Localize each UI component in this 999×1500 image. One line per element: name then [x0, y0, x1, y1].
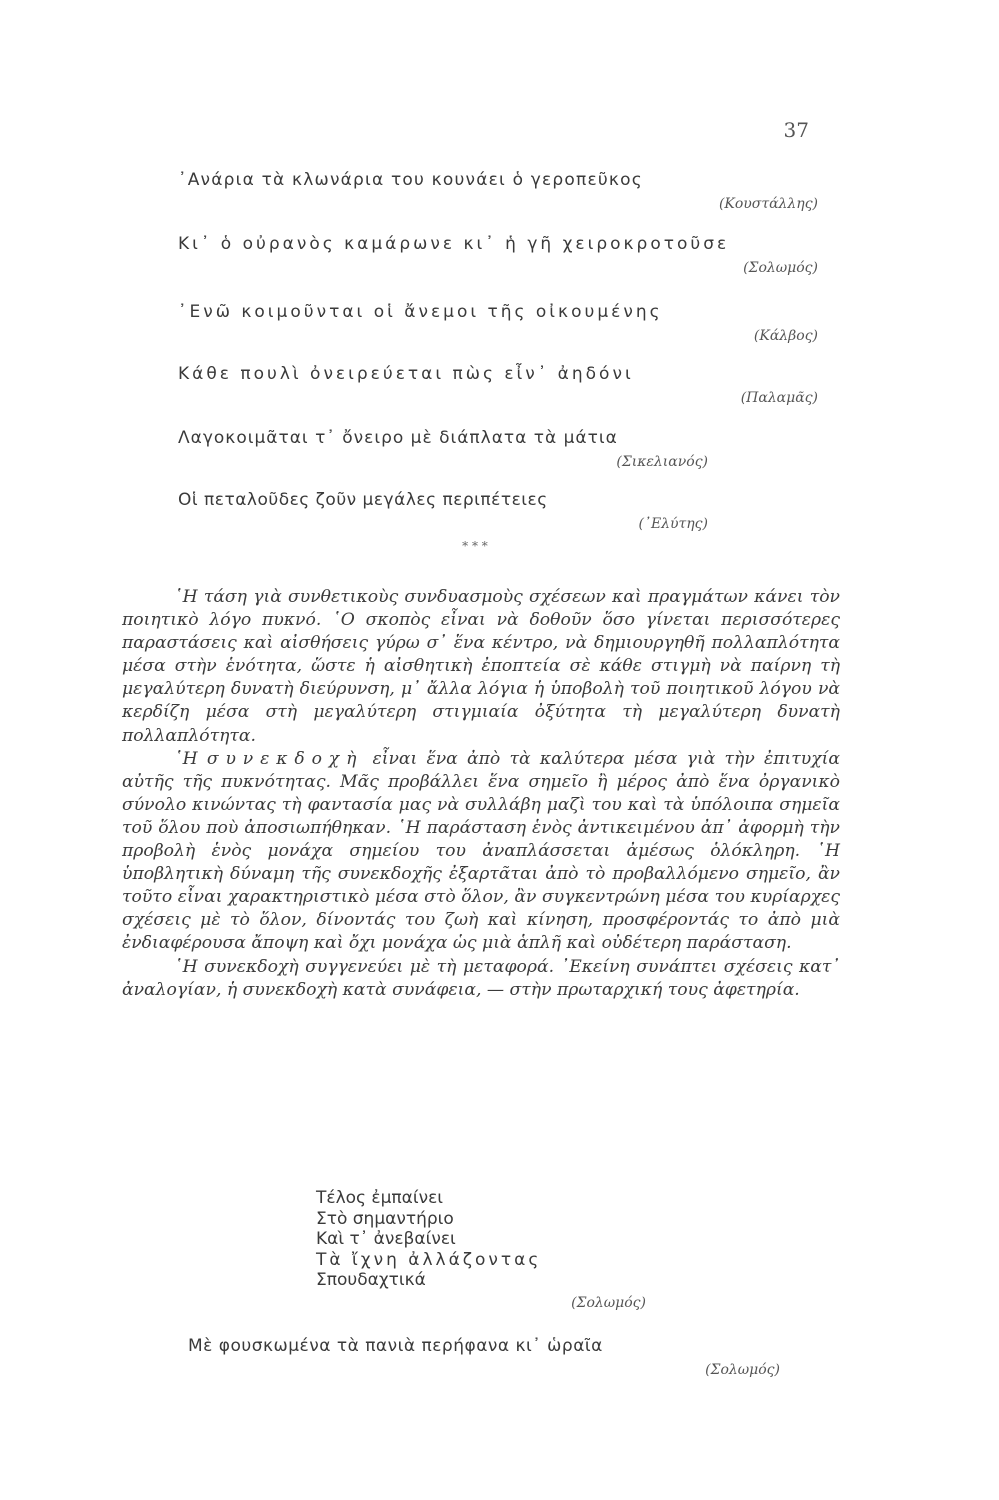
quote-line: Οἱ πεταλοῦδες ζοῦν μεγάλες περιπέτειες: [178, 490, 548, 510]
body-text: [122, 586, 840, 1002]
poem-line: Καὶ τ᾿ ἀνεβαίνει: [316, 1229, 456, 1249]
quote-block-5: [178, 428, 818, 470]
poem-line: Στὸ σημαντήριο: [316, 1208, 454, 1229]
emphasized-term: συνεκδοχὴ: [206, 748, 364, 769]
poem-line: Σπουδαχτικά: [316, 1270, 426, 1290]
quote-author: (Σολωμός): [705, 1362, 780, 1378]
quote-block-6: [178, 490, 818, 532]
quote-block-3: [178, 302, 818, 344]
quote-line: ᾿Ενῶ κοιμοῦνται οἱ ἄνεμοι τῆς οἰκουμένης: [178, 302, 663, 322]
quote-line: Μὲ φουσκωμένα τὰ πανιὰ περήφανα κι᾿ ὡραῖα: [188, 1336, 603, 1356]
paragraph-3: ῾Η συνεκδοχὴ συγγενεύει μὲ τὴ μεταφορά. ᾿Εκείνη συνάπτει σχέσεις κατ᾿ ἀναλογίαν, ἡ συνεκδοχὴ κατὰ συνάφεια, — στὴν πρωταρχική τους ἀφετηρία.: [122, 956, 840, 1000]
quote-author: (Σικελιανός): [616, 454, 708, 470]
quote-line: Λαγοκοιμᾶται τ᾿ ὄνειρο μὲ διάπλατα τὰ μάτια: [178, 428, 618, 448]
final-quote: [188, 1336, 780, 1378]
quote-line: Κι᾿ ὁ οὐρανὸς καμάρωνε κι᾿ ἡ γῆ χειροκροτοῦσε: [178, 234, 730, 254]
quote-line: ᾿Ανάρια τὰ κλωνάρια του κουνάει ὁ γεροπεῦκος: [178, 170, 643, 190]
quote-author: (Σολωμός): [743, 260, 818, 276]
poem-line: Τὰ ἴχνη ἀλλάζοντας: [316, 1249, 542, 1270]
quote-block-4: [178, 364, 818, 406]
poem-author: (Σολωμός): [571, 1294, 646, 1311]
quote-author: (Κάλβος): [753, 328, 818, 344]
quote-block-2: [178, 234, 818, 276]
paragraph-2-text: εἶναι ἕνα ἀπὸ τὰ καλύτερα μέσα γιὰ τὴν ἐπιτυχία αὐτῆς τῆς πυκνότητας. Μᾶς προβάλλει ἕνα σημεῖο ἢ μέρος ἀπὸ ἕνα ὀργανικὸ σύνολο κινώντας τὴ φαντασία μας νὰ συλλάβη μαζὶ του καὶ τὰ ὑπόλοιπα σημεῖα τοῦ ὅλου ποὺ ἀποσιωπήθηκαν. ῾Η παράσταση ἑνὸς ἀντικειμένου ἀπ᾿ ἀφορμὴ τὴν προβολὴ ἑνὸς μονάχα σημείου του ἀναπλάσσεται ἀμέσως ὁλόκληρη. ῾Η ὑποβλητικὴ δύναμη τῆς συνεκδοχῆς ἐξαρτᾶται ἀπὸ τὸ προβαλλόμενο σημεῖο, ἂν τοῦτο εἶναι χαρακτηριστικὸ μέσα στὸ ὅλον, ἂν συγκεντρώνη μέσα του κυρίαρχες σχέσεις μὲ τὸ ὅλον, δίνοντάς του ζωὴ καὶ κίνηση, προσφέροντάς το ἀπὸ μιὰ ἐνδιαφέρουσα ἄποψη καὶ ὄχι μονάχα ὡς μιὰ ἁπλῆ καὶ οὐδέτερη παράσταση.: [122, 748, 840, 954]
quote-line: Κάθε πουλὶ ὀνειρεύεται πὼς εἶν᾿ ἀηδόνι: [178, 364, 634, 384]
quote-author: (Κουστάλλης): [718, 196, 818, 212]
page-number: 37: [783, 118, 809, 142]
quote-author: (Παλαμᾶς): [740, 390, 818, 406]
quote-block-1: [178, 170, 818, 212]
section-separator: * * *: [462, 539, 488, 553]
paragraph-2: [122, 748, 840, 956]
poem-line: Τέλος ἐμπαίνει: [316, 1188, 444, 1208]
poem-block: [316, 1188, 646, 1311]
paragraph-1: ῾Η τάση γιὰ συνθετικοὺς συνδυασμοὺς σχέσεων καὶ πραγμάτων κάνει τὸν ποιητικὸ λόγο πυκνό. ῾Ο σκοπὸς εἶναι νὰ δοθοῦν ὅσο γίνεται περισσότερες παραστάσεις καὶ αἰσθήσεις γύρω σ᾿ ἕνα κέντρο, νὰ δημιουργηθῆ πολλαπλότητα μέσα στὴν ἑνότητα, ὥστε ἡ αἰσθητικὴ ἐποπτεία σὲ κάθε στιγμὴ νὰ παίρνη τὴ μεγαλύτερη δυνατὴ διεύρυνση, μ᾿ ἄλλα λόγια ἡ ὑποβολὴ τοῦ ποιητικοῦ λόγου νὰ κερδίζη μέσα στὴ μεγαλύτερη στιγμιαία ὀξύτητα τὴ μεγαλύτερη δυνατὴ πολλαπλότητα.: [122, 587, 840, 746]
paragraph-2-lead: ῾Η: [174, 748, 198, 769]
quote-author: (᾿Ελύτης): [638, 516, 708, 532]
